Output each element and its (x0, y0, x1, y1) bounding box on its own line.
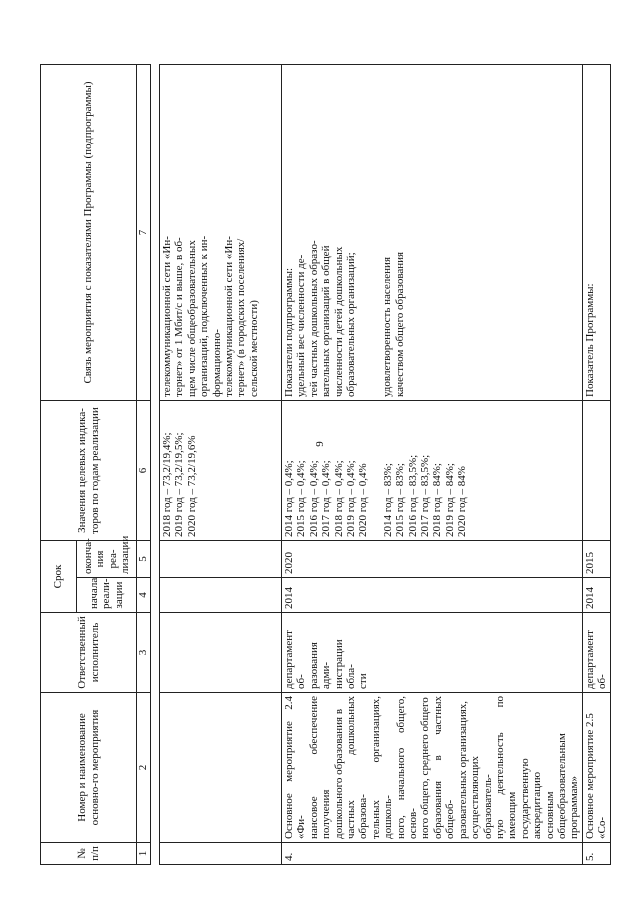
table-row-continuation (160, 65, 282, 865)
header-name: Номер и наименование основно-го мероприятия (41, 693, 137, 843)
targets-cell: 2018 год – 73,2/19,4%; 2019 год – 73,2/19,5%; 2020 год – 73,2/19,6% (160, 401, 282, 541)
column-number-7: 7 (137, 65, 151, 401)
column-number-6: 6 (137, 401, 151, 541)
page-number: 9 (314, 441, 326, 447)
column-number-3: 3 (137, 613, 151, 693)
targets-cell: 2014 год – 0,4%; 2015 год – 0,4%; 2016 год – 0,4%; 2017 год – 0,4%; 2018 год – 0,4%; 2019 год – 0,4%; 2020 год – 0,4% 2014 год – 83%; 2015 год – 83%; 2016 год – 83,5%; 2017 год – 83,5%; 2018 год – 84%; 2019 год – 84%; 2020 год – 84% (282, 401, 583, 541)
responsible-cell: департамент об- (582, 613, 610, 693)
targets-cell (582, 401, 610, 541)
start-year-cell: 2014 (582, 578, 610, 613)
link-cell: Показатель Программы: (582, 65, 610, 401)
header-number: № п/п (41, 843, 137, 865)
column-number-5: 5 (137, 541, 151, 578)
header-term-start: начала реали-зации (77, 578, 137, 613)
header-term: Срок (41, 541, 77, 613)
measures-table (40, 64, 611, 865)
end-year-cell: 2020 (282, 541, 583, 578)
header-targets: Значения целевых индика-торов по годам реализации (41, 401, 137, 541)
table-row-5 (582, 65, 610, 865)
start-year-cell: 2014 (282, 578, 583, 613)
header-responsible: Ответственный исполнитель (41, 613, 137, 693)
end-year-cell: 2015 (582, 541, 610, 578)
header-link: Связь мероприятия с показателями Программы (подпрограммы) (41, 65, 137, 401)
row-number: 4. (282, 843, 583, 865)
column-number-1: 1 (137, 843, 151, 865)
row-number: 5. (582, 843, 610, 865)
column-number-2: 2 (137, 693, 151, 843)
measure-name-cell: Основное мероприятие 2.4 «Фи- нансовое обеспечение получения дошкольного образования в частных дошкольных образова- тельных организациях, дошколь- ного, начального общего, основ- ного общего, среднего общего образования в частных общеоб- разовательных организациях, осуществляющих образователь- ную деятельность по имеющим государственную аккредитацию основным общеобразовательным программам» (282, 693, 583, 843)
column-number-4: 4 (137, 578, 151, 613)
measure-name-cell: Основное мероприятие 2.5 «Со- (582, 693, 610, 843)
rotated-table-wrapper (40, 65, 609, 865)
responsible-cell: департамент об- разования адми- нистрации обла- сти (282, 613, 583, 693)
table-row-4 (282, 65, 583, 865)
link-cell: Показатели подпрограммы: удельный вес численности де- тей частных дошкольных образо- вательных организаций в общей численности детей дошкольных образовательных организаций; удовлетворенность населения качеством общего образования (282, 65, 583, 401)
header-term-end: оконча-ния реа-лизации (77, 541, 137, 578)
link-cell: телекоммуникационной сети «Ин- тернет» от 1 Мбит/с и выше, в об- щем числе общеобразовательных организаций, подключенных к ин- формационно- телекоммуникационной сети «Ин- тернет» (в городских поселениях/ сельской местности) (160, 65, 282, 401)
